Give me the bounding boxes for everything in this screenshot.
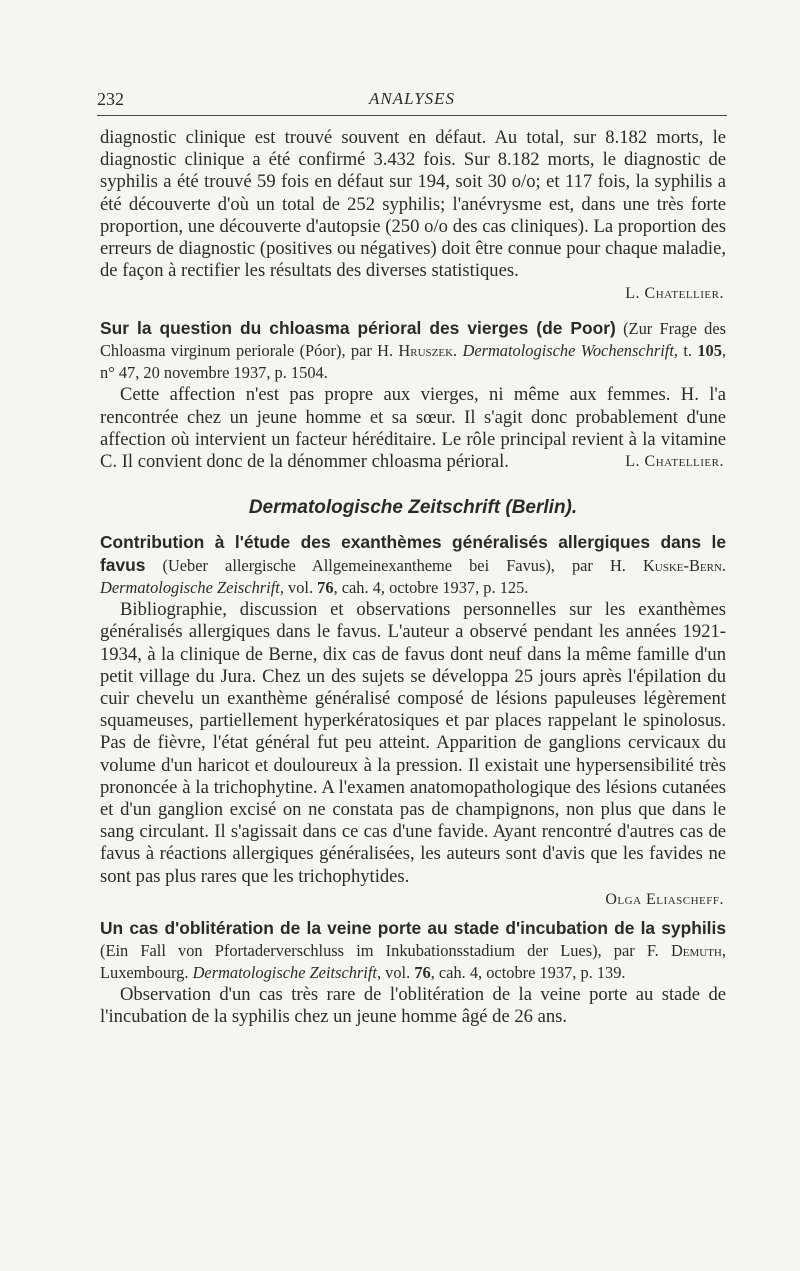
signature: L. Chatellier. <box>625 285 724 303</box>
author-name: Demuth <box>670 940 722 960</box>
entry-title: Sur la question du chloasma périoral des vierges (de Poor) <box>100 318 616 339</box>
page-header <box>97 89 727 111</box>
entry-title: Contribution à l'étude des exanthèmes généralisés allergiques dans le favus <box>100 532 726 576</box>
section-heading: Dermatologische Zeitschrift (Berlin). <box>248 497 578 519</box>
page-content <box>100 127 726 1028</box>
entry-reference: (Ueber allergische Allgemeinexantheme bei Favus), par H. Kuske-Bern. Dermatologische Zeischrift, vol. 76, cah. 4, octobre 1937, p. 125. <box>100 556 726 598</box>
running-head: ANALYSES <box>368 89 456 108</box>
entry-heading <box>100 317 726 384</box>
entry-body: Cette affection n'est pas propre aux vierges, ni même aux femmes. H. l'a rencontrée chez un jeune homme et sa sœur. Il s'agit donc probablement d'une affection où intervient un facteur héréditaire. Le rôle principal revient à la vitamine C. Il convient donc de la dénommer chloasma périoral. L. Chatellier. <box>100 384 726 473</box>
page-number: 232 <box>97 89 124 109</box>
entry-heading <box>100 917 726 984</box>
header-rule <box>97 115 727 116</box>
volume-number: 105 <box>697 341 722 361</box>
volume-number: 76 <box>414 962 431 982</box>
author-name: Kuske-Bern <box>642 556 722 576</box>
signature: Olga Eliascheff. <box>605 890 724 908</box>
entry-reference: (Ein Fall von Pfortaderverschluss im Inkubationsstadium der Lues), par F. Demuth, Luxembourg. Dermatologische Zeitschrift, vol. 76, cah. 4, octobre 1937, p. 139. <box>100 940 726 982</box>
journal-name: Dermatologische Wochenschrift <box>462 341 674 361</box>
journal-name: Dermatologische Zeitschrift <box>192 962 377 982</box>
continuation-paragraph: diagnostic clinique est trouvé souvent en défaut. Au total, sur 8.182 morts, le diagnostic clinique a été confirmé 3.432 fois. Sur 8.182 morts, le diagnostic de syphilis a été trouvé 59 fois en défaut sur 194, soit 30 o/o; et 117 fois, la syphilis a été découverte d'où un total de 252 syphilis; l'anévrysme est, dans une très forte proportion, une découverte d'autopsie (250 o/o des cas cliniques). La proportion des erreurs de diagnostic (positives ou négatives) doit être connue pour chaque maladie, de façon à rectifier les résultats des diverses statistiques. <box>100 127 726 282</box>
author-name: Hruszek <box>398 341 454 361</box>
signature: L. Chatellier. <box>625 453 724 471</box>
entry-heading <box>100 531 726 599</box>
volume-number: 76 <box>317 578 334 598</box>
entry-reference: (Zur Frage des Chloasma virginum periorale (Póor), par H. Hruszek. Dermatologische Wochenschrift, t. 105, n° 47, 20 novembre 1937, p. 1504. <box>100 319 727 383</box>
journal-name: Dermatologische Zeischrift <box>100 578 280 598</box>
entry-title: Un cas d'oblitération de la veine porte au stade d'incubation de la syphilis <box>100 917 726 938</box>
entry-body: Observation d'un cas très rare de l'oblitération de la veine porte au stade de l'incubation de la syphilis chez un jeune homme âgé de 26 ans. <box>100 983 726 1028</box>
entry-body: Bibliographie, discussion et observations personnelles sur les exanthèmes généralisés allergiques dans le favus. L'auteur a observé pendant les années 1921-1934, à la clinique de Berne, dix cas de favus dont neuf dans la même famille d'un petit village du Jura. Chez un des sujets se développa 25 jours après l'épilation du cuir chevelu un exanthème généralisé composé de lésions papuleuses légèrement squameuses, partiellement hyperkératosiques et par places rappelant le spinolosus. Pas de fièvre, l'état général fut peu atteint. Apparition de ganglions cervicaux du volume d'un haricot et douloureux à la pression. Il existait une hypersensibilité très prononcée à la trichophytine. A l'examen anatomopathologique des lésions cutanées et d'un ganglion excisé on ne constata pas de champignons, non plus que dans le sang circulant. Il s'agissait dans ce cas d'une favide. Ayant rencontré d'autres cas de favus à réactions allergiques généralisées, les auteurs sont d'avis que les favides ne sont pas plus rares que les trichophytides. <box>100 599 726 887</box>
